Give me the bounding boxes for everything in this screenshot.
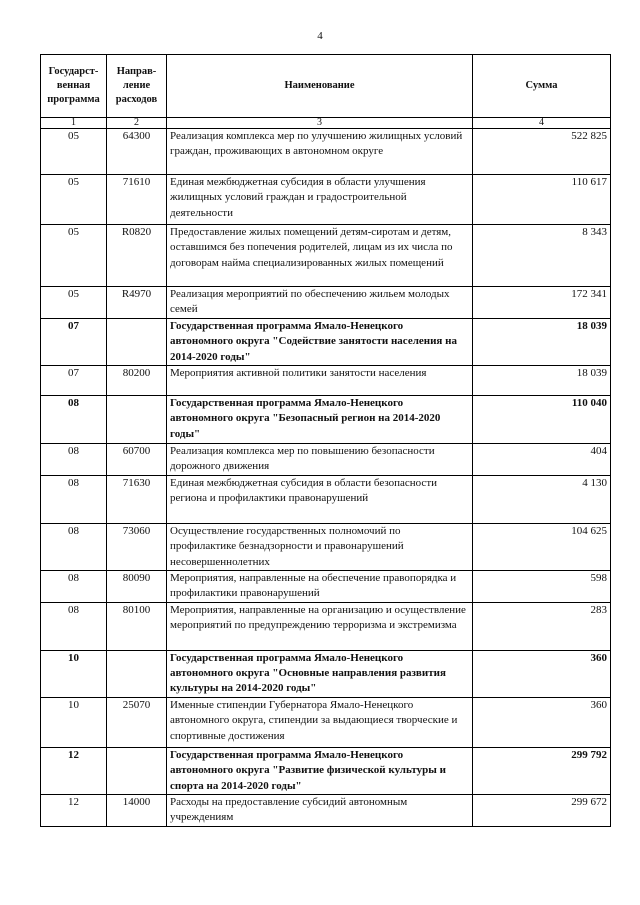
cell-sum: 283 — [473, 602, 611, 650]
cell-sum: 104 625 — [473, 523, 611, 570]
cell-direction: R4970 — [107, 287, 167, 319]
cell-direction — [107, 747, 167, 794]
cell-direction: 64300 — [107, 129, 167, 175]
cell-sum: 4 130 — [473, 475, 611, 523]
cell-program: 05 — [41, 175, 107, 225]
table-row — [41, 602, 611, 650]
cell-sum: 18 039 — [473, 365, 611, 395]
cell-sum: 598 — [473, 570, 611, 602]
table-row — [41, 318, 611, 365]
table-row — [41, 523, 611, 570]
table-row — [41, 697, 611, 747]
cell-program: 07 — [41, 365, 107, 395]
table-row — [41, 287, 611, 319]
table-row — [41, 650, 611, 697]
table-row — [41, 747, 611, 794]
table-row — [41, 365, 611, 395]
cell-program: 05 — [41, 225, 107, 287]
cell-name: Осуществление государственных полномочий по профилактике безнадзорности и правонарушений несовершеннолетних — [167, 523, 473, 570]
table-row — [41, 225, 611, 287]
cell-name: Предоставление жилых помещений детям-сиротам и детям, оставшимся без попечения родителей, лицам из их числа по договорам найма специализированных жилых помещений — [167, 225, 473, 287]
cell-direction: 25070 — [107, 697, 167, 747]
cell-program: 07 — [41, 318, 107, 365]
cell-name: Расходы на предоставление субсидий автономным учреждениям — [167, 795, 473, 827]
column-number: 1 — [41, 118, 107, 129]
column-number: 2 — [107, 118, 167, 129]
cell-name: Государственная программа Ямало-Ненецкого автономного округа "Развитие физической культуры и спорта на 2014-2020 годы" — [167, 747, 473, 794]
cell-direction: 14000 — [107, 795, 167, 827]
cell-sum: 522 825 — [473, 129, 611, 175]
table-row — [41, 443, 611, 475]
cell-sum: 110 617 — [473, 175, 611, 225]
table-row — [41, 475, 611, 523]
cell-name: Мероприятия активной политики занятости населения — [167, 365, 473, 395]
cell-sum: 172 341 — [473, 287, 611, 319]
cell-sum: 360 — [473, 697, 611, 747]
cell-sum: 110 040 — [473, 395, 611, 443]
cell-direction: 80100 — [107, 602, 167, 650]
header-program — [41, 55, 107, 118]
cell-direction: 71630 — [107, 475, 167, 523]
table-row — [41, 570, 611, 602]
cell-program: 10 — [41, 697, 107, 747]
cell-sum: 18 039 — [473, 318, 611, 365]
table-body — [41, 129, 611, 827]
cell-sum: 404 — [473, 443, 611, 475]
column-number: 3 — [167, 118, 473, 129]
cell-direction — [107, 650, 167, 697]
cell-program: 08 — [41, 523, 107, 570]
cell-program: 05 — [41, 287, 107, 319]
cell-direction — [107, 318, 167, 365]
cell-direction: 80200 — [107, 365, 167, 395]
cell-name: Единая межбюджетная субсидия в области безопасности региона и профилактики правонарушений — [167, 475, 473, 523]
header-row — [41, 55, 611, 118]
cell-sum: 299 792 — [473, 747, 611, 794]
cell-name: Реализация комплекса мер по улучшению жилищных условий граждан, проживающих в автономном округе — [167, 129, 473, 175]
cell-program: 12 — [41, 747, 107, 794]
cell-program: 08 — [41, 475, 107, 523]
cell-name: Единая межбюджетная субсидия в области улучшения жилищных условий граждан и градостроительной деятельности — [167, 175, 473, 225]
cell-direction — [107, 395, 167, 443]
table-row — [41, 795, 611, 827]
cell-name: Реализация комплекса мер по повышению безопасности дорожного движения — [167, 443, 473, 475]
cell-direction: 60700 — [107, 443, 167, 475]
page-number: 4 — [317, 30, 323, 42]
cell-direction: 73060 — [107, 523, 167, 570]
header-program-text: Государст- венная программа — [47, 65, 100, 106]
header-name: Наименование — [167, 55, 473, 118]
table-row — [41, 129, 611, 175]
column-number: 4 — [473, 118, 611, 129]
budget-table — [40, 54, 611, 827]
cell-name: Реализация мероприятий по обеспечению жильем молодых семей — [167, 287, 473, 319]
cell-sum: 8 343 — [473, 225, 611, 287]
cell-name: Государственная программа Ямало-Ненецкого автономного округа "Безопасный регион на 2014-2020 годы" — [167, 395, 473, 443]
cell-name: Государственная программа Ямало-Ненецкого автономного округа "Содействие занятости населения на 2014-2020 годы" — [167, 318, 473, 365]
cell-sum: 360 — [473, 650, 611, 697]
cell-direction: R0820 — [107, 225, 167, 287]
cell-name: Мероприятия, направленные на организацию и осуществление мероприятий по предупреждению терроризма и экстремизма — [167, 602, 473, 650]
cell-name: Государственная программа Ямало-Ненецкого автономного округа "Основные направления развития культуры на 2014-2020 годы" — [167, 650, 473, 697]
cell-program: 08 — [41, 443, 107, 475]
header-direction-text: Направ- ление расходов — [115, 65, 158, 106]
header-sum: Сумма — [473, 55, 611, 118]
cell-program: 08 — [41, 395, 107, 443]
header-direction — [107, 55, 167, 118]
cell-name: Именные стипендии Губернатора Ямало-Ненецкого автономного округа, стипендии за выдающиеся творческие и спортивные достижения — [167, 697, 473, 747]
cell-name: Мероприятия, направленные на обеспечение правопорядка и профилактики правонарушений — [167, 570, 473, 602]
cell-sum: 299 672 — [473, 795, 611, 827]
cell-program: 10 — [41, 650, 107, 697]
cell-direction: 80090 — [107, 570, 167, 602]
table-row — [41, 175, 611, 225]
cell-program: 08 — [41, 602, 107, 650]
cell-program: 08 — [41, 570, 107, 602]
cell-program: 05 — [41, 129, 107, 175]
cell-direction: 71610 — [107, 175, 167, 225]
cell-program: 12 — [41, 795, 107, 827]
table-row — [41, 395, 611, 443]
column-number-row — [41, 118, 611, 129]
